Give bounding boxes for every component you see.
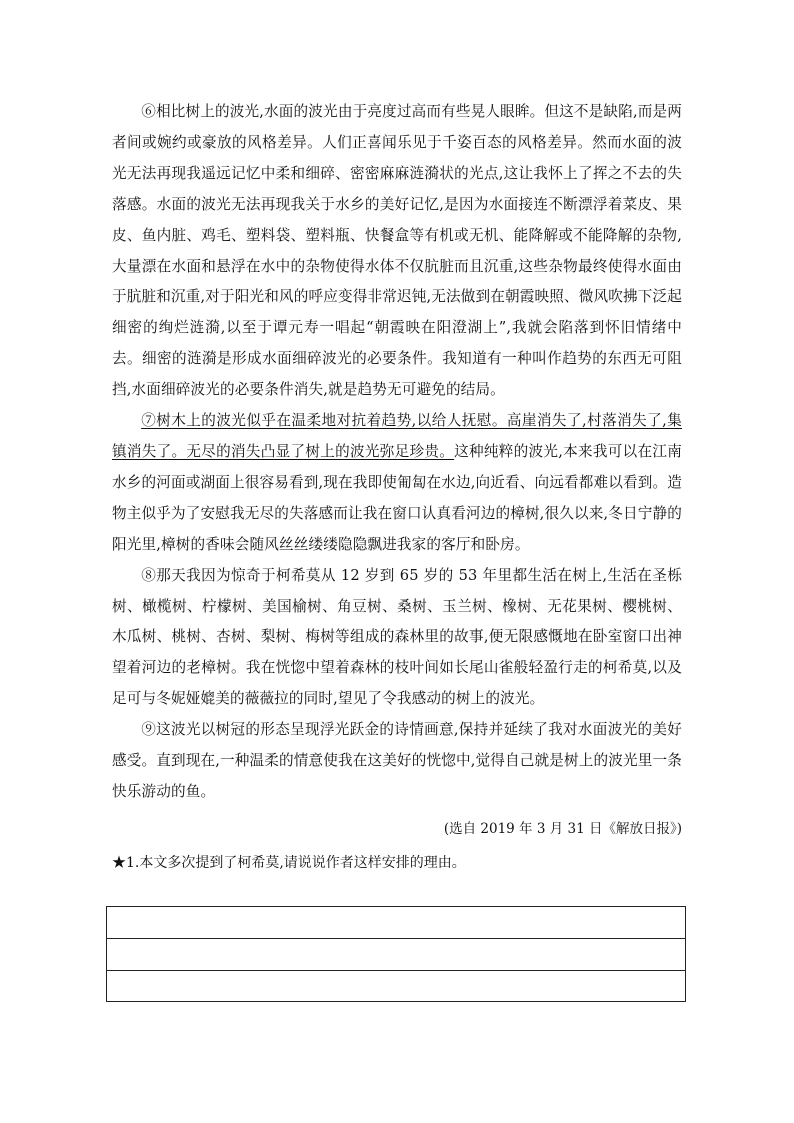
question-1: ★1.本文多次提到了柯希莫,请说说作者这样安排的理由。 (112, 855, 466, 871)
underlined-sentence: ⑦树木上的波光似乎在温柔地对抗着趋势,以给人抚慰。高崖消失了,村落消失了,集镇消失了。无尽的消失凸显了树上的波光弥足珍贵。 (112, 412, 682, 460)
answer-line[interactable] (107, 907, 685, 939)
answer-box[interactable] (106, 906, 686, 1002)
answer-line[interactable] (107, 939, 685, 971)
paragraph-6: ⑥相比树上的波光,水面的波光由于亮度过高而有些晃人眼眸。但这不是缺陷,而是两者间或婉约或豪放的风格差异。人们正喜闻乐见于千姿百态的风格差异。然而水面的波光无法再现我遥远记忆中柔和细碎、密密麻麻涟漪状的光点,这让我怀上了挥之不去的失落感。水面的波光无法再现我关于水乡的美好记忆,是因为水面接连不断漂浮着菜皮、果皮、鱼内脏、鸡毛、塑料袋、塑料瓶、快餐盒等有机或无机、能降解或不能降解的杂物,大量漂在水面和悬浮在水中的杂物使得水体不仅肮脏而且沉重,这些杂物最终使得水面由于肮脏和沉重,对于阳光和风的呼应变得非常迟钝,无法做到在朝霞映照、微风吹拂下泛起细密的绚烂涟漪,以至于谭元寿一唱起“朝霞映在阳澄湖上”,我就会陷落到怀旧情绪中去。细密的涟漪是形成水面细碎波光的必要条件。我知道有一种叫作趋势的东西无可阻挡,水面细碎波光的必要条件消失,就是趋势无可避免的结局。 (112, 103, 682, 399)
article-body (112, 97, 682, 808)
paragraph-8: ⑧那天我因为惊奇于柯希莫从 12 岁到 65 岁的 53 年里都生活在树上,生活在圣栎树、橄榄树、柠檬树、美国榆树、角豆树、桑树、玉兰树、橡树、无花果树、樱桃树、木瓜树、桃树、杏树、梨树、梅树等组成的森林里的故事,便无限感慨地在卧室窗口出神望着河边的老樟树。我在恍惚中望着森林的枝叶间如长尾山雀般轻盈行走的柯希莫,以及足可与冬妮娅媲美的薇薇拉的同时,望见了令我感动的树上的波光。 (112, 566, 682, 708)
paragraph-9: ⑨这波光以树冠的形态呈现浮光跃金的诗情画意,保持并延续了我对水面波光的美好感受。直到现在,一种温柔的情意使我在这美好的恍惚中,觉得自己就是树上的波光里一条快乐游动的鱼。 (112, 721, 682, 800)
paragraph-7-rest: 这种纯粹的波光,本来我可以在江南水乡的河面或湖面上很容易看到,现在我即使匍匐在水边,向近看、向远看都难以看到。造物主似乎为了安慰我无尽的失落感而让我在窗口认真看河边的樟树,很久以来,冬日宁静的阳光里,樟树的香味会随风丝丝缕缕隐隐飘进我家的客厅和卧房。 (112, 442, 683, 553)
paragraph-7 (112, 406, 682, 561)
answer-line[interactable] (107, 971, 685, 1002)
source-citation: (选自 2019 年 3 月 31 日《解放日报》) (443, 821, 682, 837)
